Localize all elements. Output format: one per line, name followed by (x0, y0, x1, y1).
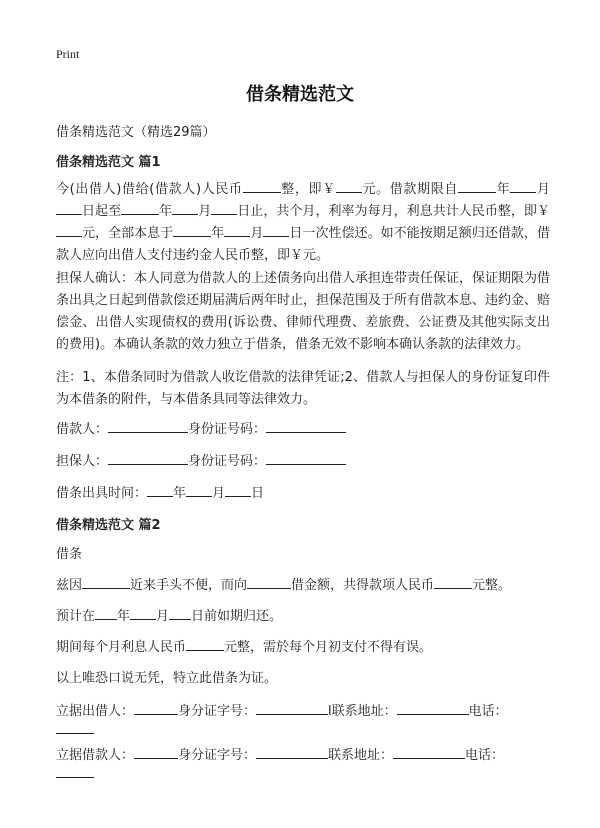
lender-phone-blank (56, 720, 94, 738)
subtitle: 借条精选范文（精选29篇） (56, 125, 216, 140)
print-link[interactable]: Print (56, 47, 80, 61)
section-1-title: 借条精选范文 篇1 (56, 155, 161, 170)
borrower2-signature-line: 立据借款人： 身分证字号： 联系地址： 电话： (56, 744, 504, 763)
issue-date-line: 借条出具时间： 年 月 日 (56, 482, 264, 501)
section-2-title: 借条精选范文 篇2 (56, 518, 161, 533)
section-1-paragraph-1: 今(出借人)借给(借款人)人民币 整，即￥ 元。借款期限自 年 月日起至 年 月 日止，共个月，利率为每月，利息共计人民币整，即￥元，全部本息于 年 月 日一次性偿还。如不能按期足额归还借款，借款人应向出借人支付违约金人民币整，即￥元。 (56, 179, 550, 267)
section-1-paragraph-3: 注：1、本借条同时为借款人收讫借款的法律凭证;2、借款人与担保人的身份证复印件为本借条的附件，与本借条具同等法律效力。 (56, 370, 550, 407)
section-2-line-4: 以上唯恐口说无凭，特立此借条为证。 (56, 671, 278, 686)
section-2-line-1: 兹因 近来手头不便，而向 借金额，共得款项人民币 元整。 (56, 574, 511, 593)
section-2-heading: 借条 (56, 547, 83, 562)
borrower2-phone-blank (56, 764, 94, 782)
section-1-paragraph-2: 担保人确认：本人同意为借款人的上述债务向出借人承担连带责任保证，保证期限为借条出具之日起到借款偿还期届满后两年时止，担保范围及于所有借款本息、违约金、赔偿金、出借人实现债权的费用(诉讼费、律师代理费、差旅费、公证费及其他实际支出的费用)。本确认条款的效力独立于借条，借条无效不影响本确认条款的法律效力。 (56, 271, 551, 352)
page-title: 借条精选范文 (246, 84, 354, 105)
guarantor-signature-line: 担保人： 身份证号码： (56, 450, 346, 469)
section-2-line-2: 预计在 年 月 日前如期归还。 (56, 605, 282, 624)
section-2-line-3: 期间每个月利息人民币 元整，需於每个月初支付不得有误。 (56, 636, 432, 655)
lender-signature-line: 立据出借人： 身分证字号： l联系地址： 电话： (56, 700, 508, 719)
borrower-signature-line: 借款人： 身份证号码： (56, 418, 346, 437)
